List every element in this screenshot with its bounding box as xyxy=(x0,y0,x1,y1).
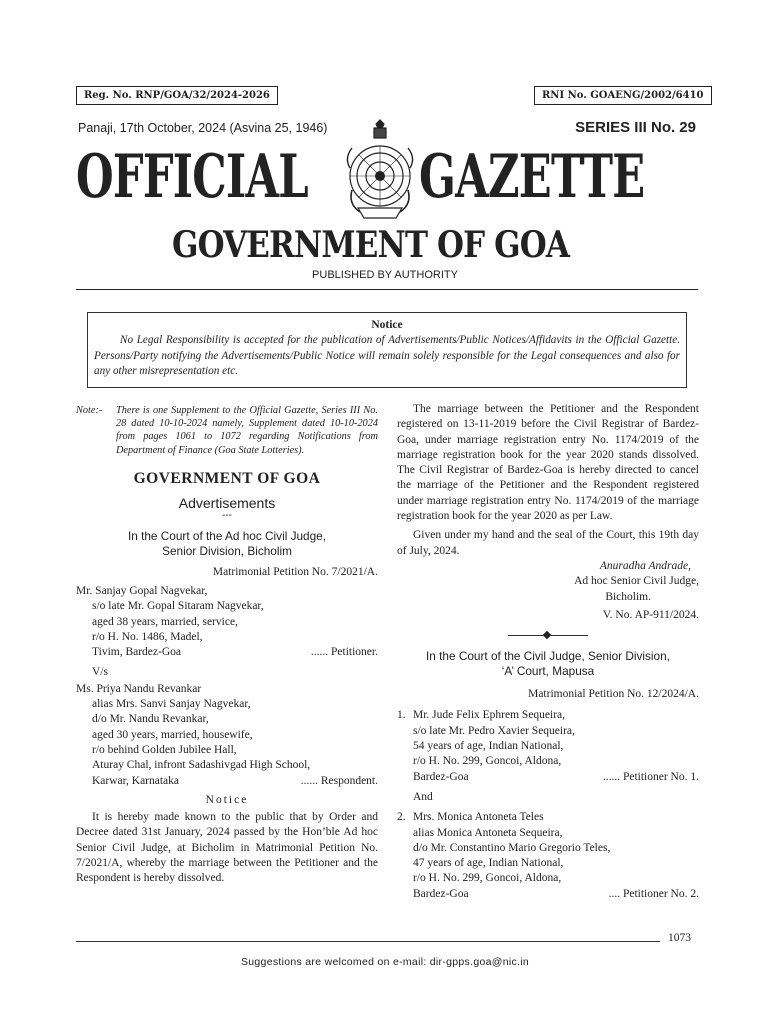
given-paragraph: Given under my hand and the seal of the Court, this 19th day of July, 2024. xyxy=(397,529,699,557)
petitioner-last-line xyxy=(76,645,378,660)
disclaimer-text: No Legal Responsibility is accepted for the publication of Advertisements/Public Notices/Affidavits in the Official Gazette. Persons/Party notifying the Advertisements/Public Notice will remain solely responsible for the Legal consequences and also for any other misrepresentation etc. xyxy=(94,334,680,377)
petitioner-2-line: d/o Mr. Constantino Mario Gregorio Teles, xyxy=(413,841,611,854)
masthead-official: OFFICIAL xyxy=(76,142,308,212)
petitioner-block xyxy=(76,584,378,660)
petitioner-1-role: ...... Petitioner No. 1. xyxy=(602,770,699,783)
respondent-place: Karwar, Karnataka xyxy=(92,774,180,787)
court-2-name xyxy=(397,649,699,679)
petitioner-2-line: r/o H. No. 299, Goncoi, Aldona, xyxy=(413,872,562,885)
court-line-2: Senior Division, Bicholim xyxy=(162,543,292,558)
respondent-block xyxy=(76,682,378,789)
petitioner-line: s/o late Mr. Gopal Sitaram Nagvekar, xyxy=(92,600,264,613)
petitioner-place: Tivim, Bardez-Goa xyxy=(92,646,182,659)
note-text: There is one Supplement to the Official Gazette, Series III No. 28 dated 10-10-2024 namely, Supplement dated 10-10-2024 from pages 1061 to 1072 regarding Notifications from Department of Finance (Goa State Lotteries). xyxy=(116,405,378,456)
right-column xyxy=(397,402,699,902)
petitioner-2-line: 47 years of age, Indian National, xyxy=(413,857,564,870)
court-2-line-2: ‘A’ Court, Mapusa xyxy=(501,664,595,679)
petition-number: Matrimonial Petition No. 7/2021/A. xyxy=(212,565,378,578)
note-label: Note:- xyxy=(76,405,103,416)
petitioner-1-name: Mr. Jude Felix Ephrem Sequeira, xyxy=(413,709,566,722)
left-column xyxy=(76,404,378,886)
voucher-number: V. No. AP-911/2024. xyxy=(602,608,699,621)
supplement-note xyxy=(76,404,378,457)
petitioner-line: aged 38 years, married, service, xyxy=(92,615,238,628)
and-connector: And xyxy=(413,790,433,803)
masthead-gazette: GAZETTE xyxy=(419,142,645,212)
rni-number: RNI No. GOAENG/2002/6410 xyxy=(542,90,704,101)
petitioner-1-block xyxy=(397,708,699,784)
disclaimer-heading: Notice xyxy=(371,319,403,331)
petitioner-1-place: Bardez-Goa xyxy=(413,770,469,783)
petitioner-2-role: .... Petitioner No. 2. xyxy=(608,887,699,900)
judge-name: Anuradha Andrade, xyxy=(599,559,691,572)
court-line-1: In the Court of the Ad hoc Civil Judge, xyxy=(127,528,327,543)
court-name xyxy=(76,529,378,559)
notice-text: It is hereby made known to the public that by Order and Decree dated 31st January, 2024 passed by the Hon’ble Ad hoc Senior Civil Judge, at Bicholim in Matrimonial Petition No. 7/2021/A, whereby the marriage between the Petitioner and the Respondent is hereby dissolved. xyxy=(76,810,378,885)
versus: V/s xyxy=(92,665,108,678)
heading-dash: --- xyxy=(222,509,232,521)
respondent-name: Ms. Priya Nandu Revankar xyxy=(76,682,202,695)
footer-rule xyxy=(76,941,660,942)
disclaimer-box xyxy=(87,312,687,388)
judge-place: Bicholim. xyxy=(605,590,651,603)
respondent-last-line xyxy=(76,774,378,789)
petitioner-2-index: 2. xyxy=(397,811,406,824)
petitioner-role: ...... Petitioner. xyxy=(310,646,378,659)
petitioner-2-place: Bardez-Goa xyxy=(413,887,469,900)
petitioner-1-line: 54 years of age, Indian National, xyxy=(413,740,564,753)
advertisements-heading: Advertisements xyxy=(178,494,276,511)
masthead-subtitle: GOVERNMENT OF GOA xyxy=(172,224,570,266)
respondent-line: d/o Mr. Nandu Revankar, xyxy=(92,713,209,726)
series-number: SERIES III No. 29 xyxy=(575,119,696,136)
state-emblem-icon xyxy=(338,118,422,224)
suggestion-line: Suggestions are welcomed on e-mail: dir-gpps.goa@nic.in xyxy=(240,956,530,968)
petitioner-name: Mr. Sanjay Gopal Nagvekar, xyxy=(76,585,208,598)
decree-paragraph: The marriage between the Petitioner and the Respondent registered on 13-11-2019 before the Civil Registrar of Bardez-Goa, under marriage registration entry No. 1174/2019 of the marriage registration book for the year 2020 stands dissolved. The Civil Registrar of Bardez-Goa is hereby directed to cancel the marriage of the Petitioner and the Respondent registered under marriage registration entry No. 1174/2019 of the marriage registration book for the year 2020 as per Law. xyxy=(397,403,699,523)
petitioner-2-line: alias Monica Antoneta Sequeira, xyxy=(413,826,563,839)
petitioner-2-block xyxy=(397,810,699,902)
reg-number-box xyxy=(76,86,278,105)
judge-title: Ad hoc Senior Civil Judge, xyxy=(574,575,699,588)
respondent-line: r/o behind Golden Jubilee Hall, xyxy=(92,744,237,757)
court-2-line-1: In the Court of the Civil Judge, Senior Division, xyxy=(426,649,670,664)
rni-number-box xyxy=(534,86,712,105)
petitioner-1-index: 1. xyxy=(397,709,406,722)
petition-2-number: Matrimonial Petition No. 12/2024/A. xyxy=(528,688,699,701)
petitioner-1-line: r/o H. No. 299, Goncoi, Aldona, xyxy=(413,755,562,768)
petitioner-line: r/o H. No. 1486, Madel, xyxy=(92,631,203,643)
reg-number: Reg. No. RNP/GOA/32/2024-2026 xyxy=(84,90,270,101)
section-divider xyxy=(508,631,588,639)
respondent-line: Aturay Chal, infront Sadashivgad High School, xyxy=(92,759,311,772)
respondent-role: ...... Respondent. xyxy=(300,774,378,787)
page-number: 1073 xyxy=(668,932,691,944)
petitioner-2-name: Mrs. Monica Antoneta Teles xyxy=(413,811,544,824)
petitioner-1-line: s/o late Mr. Pedro Xavier Sequeira, xyxy=(413,724,575,737)
issue-date: Panaji, 17th October, 2024 (Asvina 25, 1946) xyxy=(78,121,328,135)
government-heading: GOVERNMENT OF GOA xyxy=(133,469,321,487)
published-by: PUBLISHED BY AUTHORITY xyxy=(312,269,458,281)
header-rule xyxy=(76,289,698,290)
petitioner-2-last-line xyxy=(413,887,699,902)
respondent-line: aged 30 years, married, housewife, xyxy=(92,728,253,741)
respondent-line: alias Mrs. Sanvi Sanjay Nagvekar, xyxy=(92,698,251,711)
notice-heading: Notice xyxy=(205,793,249,806)
petitioner-1-last-line xyxy=(413,770,699,785)
